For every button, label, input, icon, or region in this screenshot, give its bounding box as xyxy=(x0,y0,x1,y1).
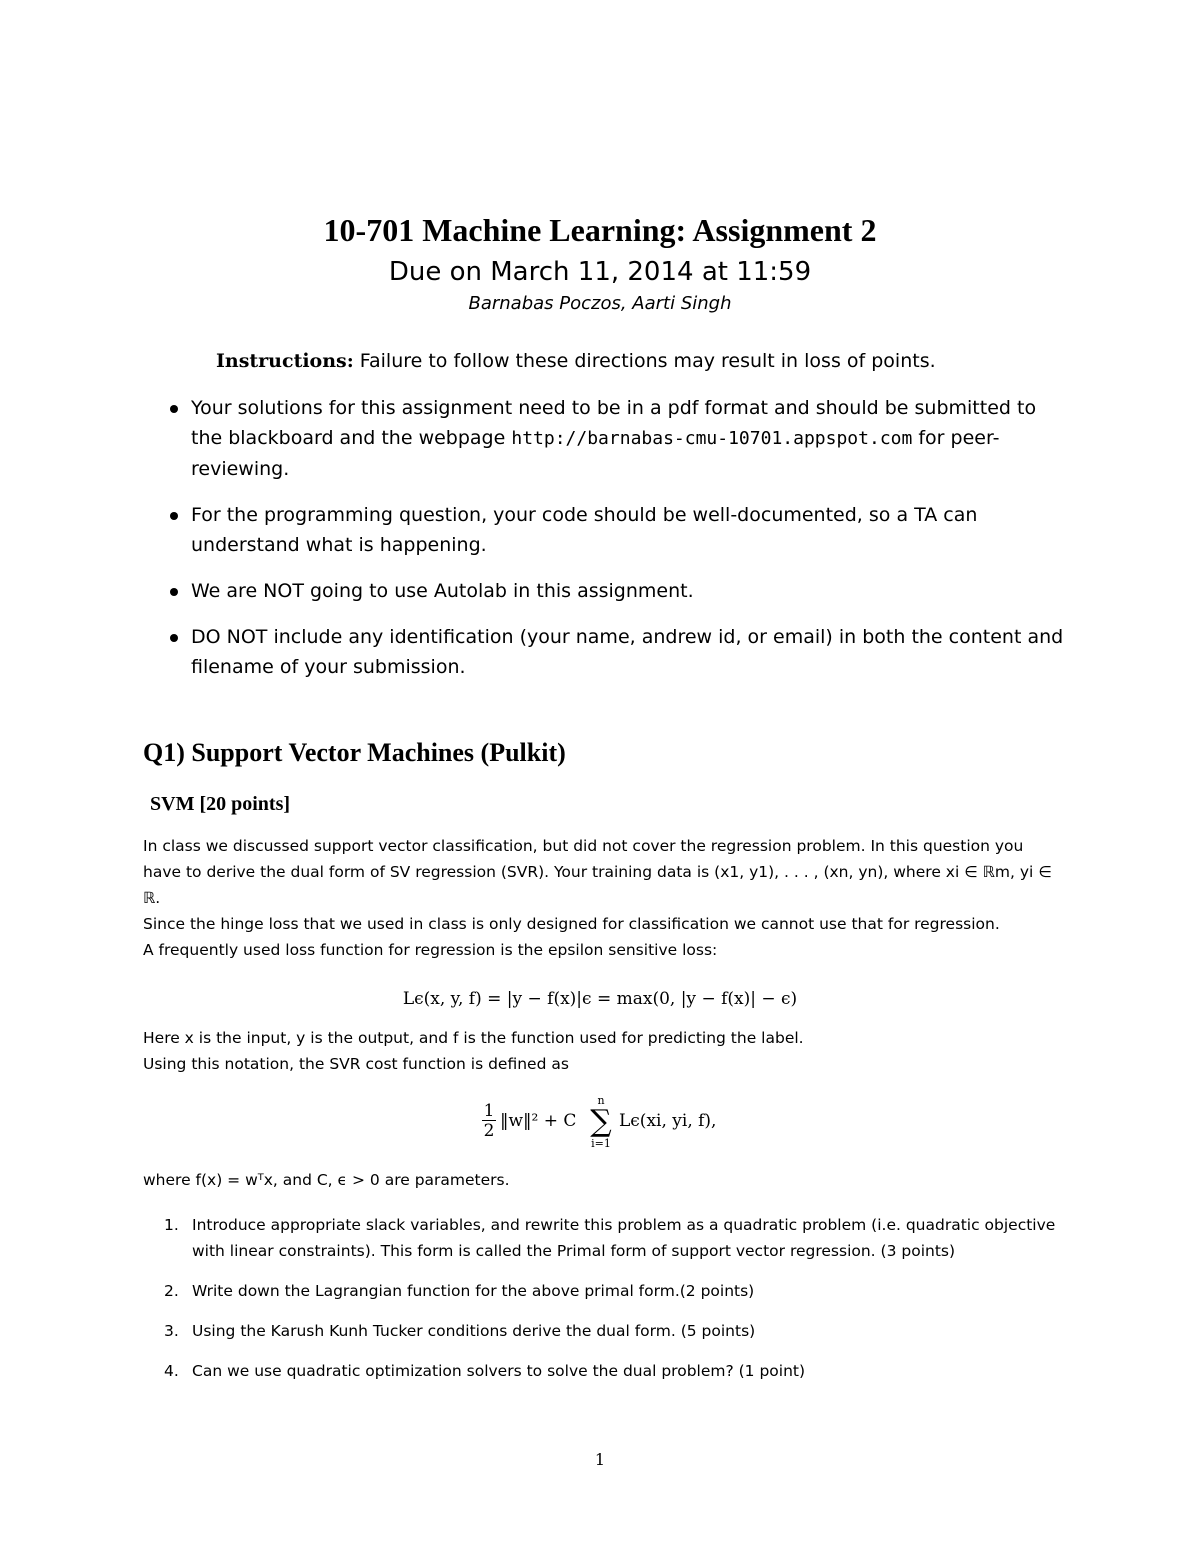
instructions-label: Instructions: xyxy=(216,350,354,372)
loss-term: Lϵ(xi, yi, f), xyxy=(619,1111,717,1131)
item-number: 1. xyxy=(164,1216,179,1234)
paragraph-parameters: where f(x) = wᵀx, and C, ϵ > 0 are parameters. xyxy=(143,1171,510,1189)
item-text: Write down the Lagrangian function for the above primal form.(2 points) xyxy=(192,1282,755,1300)
list-item xyxy=(164,576,1064,606)
list-item xyxy=(164,500,1064,560)
item-text: Can we use quadratic optimization solvers to solve the dual problem? (1 point) xyxy=(192,1362,806,1380)
submission-url-link[interactable]: http://barnabas-cmu-10701.appspot.com xyxy=(511,428,913,449)
loss-sentence-2: A frequently used loss function for regression is the epsilon sensitive loss: xyxy=(143,941,718,959)
document-title: 10-701 Machine Learning: Assignment 2 xyxy=(323,212,877,248)
bullet-text-end: for peer-reviewing. xyxy=(191,427,1000,480)
epsilon-loss-equation: Lϵ(x, y, f) = |y − f(x)|ϵ = max(0, |y − f(x)| − ϵ) xyxy=(402,989,798,1009)
section-heading: Q1) Support Vector Machines (Pulkit) xyxy=(143,738,566,767)
authors: Barnabas Poczos, Aarti Singh xyxy=(468,293,732,314)
subsection-heading: SVM [20 points] xyxy=(150,793,291,815)
notation-sentence-1: Here x is the input, y is the output, and f is the function used for predicting the label. xyxy=(143,1029,804,1047)
bullet-icon xyxy=(170,512,178,520)
bullet-text: For the programming question, your code should be well-documented, so a TA can understand what is happening. xyxy=(191,504,978,556)
item-number: 2. xyxy=(164,1282,179,1300)
paragraph-loss xyxy=(143,911,1065,963)
bullet-icon xyxy=(170,588,178,596)
paragraph-notation xyxy=(143,1025,1065,1077)
sum-upper-limit: n xyxy=(597,1094,605,1107)
list-item xyxy=(164,1318,1064,1344)
question-list xyxy=(164,1212,1064,1398)
svr-cost-equation xyxy=(478,1096,778,1160)
notation-sentence-2: Using this notation, the SVR cost function is defined as xyxy=(143,1055,569,1073)
fraction xyxy=(482,1102,496,1141)
item-text: Introduce appropriate slack variables, and rewrite this problem as a quadratic problem (i.e. quadratic objective with linear constraints). This form is called the Primal form of support vector regression. (3 points) xyxy=(192,1216,1056,1260)
paragraph-intro: In class we discussed support vector classification, but did not cover the regression problem. In this question you have to derive the dual form of SV regression (SVR). Your training data is (x1, y1), . . . , (xn, yn), where xi ∈ ℝm, yi ∈ ℝ. xyxy=(143,837,1052,907)
sum-lower-limit: i=1 xyxy=(591,1137,611,1150)
list-item xyxy=(164,622,1064,682)
instructions-list xyxy=(164,393,1064,698)
bullet-icon xyxy=(170,634,178,642)
item-number: 3. xyxy=(164,1322,179,1340)
fraction-numerator: 1 xyxy=(483,1101,495,1121)
list-item xyxy=(164,1212,1064,1264)
list-item xyxy=(164,1358,1064,1384)
bullet-text: DO NOT include any identification (your name, andrew id, or email) in both the content and filename of your submission. xyxy=(191,626,1064,678)
item-text: Using the Karush Kunh Tucker conditions derive the dual form. (5 points) xyxy=(192,1322,756,1340)
sigma-icon: ∑ xyxy=(590,1104,612,1139)
instructions-text: Failure to follow these directions may result in loss of points. xyxy=(353,350,936,372)
item-number: 4. xyxy=(164,1362,179,1380)
bullet-text: We are NOT going to use Autolab in this assignment. xyxy=(191,580,694,602)
page-number: 1 xyxy=(594,1450,606,1469)
bullet-text: Your solutions for this assignment need to be in a pdf format and should be submitted to the blackboard and the webpage xyxy=(191,397,1037,449)
due-date: Due on March 11, 2014 at 11:59 xyxy=(388,257,812,287)
list-item xyxy=(164,1278,1064,1304)
loss-sentence-1: Since the hinge loss that we used in class is only designed for classification we cannot use that for regression. xyxy=(143,915,1000,933)
norm-term: ‖w‖² + C xyxy=(500,1111,577,1131)
fraction-denominator: 2 xyxy=(483,1121,495,1141)
summation xyxy=(581,1096,621,1150)
bullet-icon xyxy=(170,405,178,413)
list-item xyxy=(164,393,1064,484)
instructions-heading xyxy=(216,350,1096,372)
